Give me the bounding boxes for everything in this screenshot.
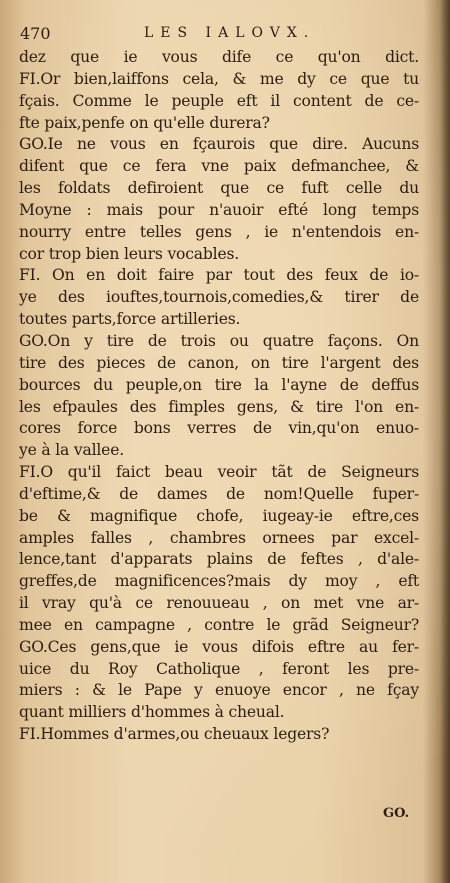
text-line: FI.Hommes d'armes,ou cheuaux legers? <box>19 725 330 744</box>
text-line: toutes parts,force artilleries. <box>19 310 241 329</box>
text-line: GO.On y tire de trois ou quatre façons. On <box>19 331 419 350</box>
text-line: miers : & le Pape y enuoye encor , ne fçay <box>19 681 419 700</box>
text-line: tire des pieces de canon, on tire l'argent des <box>19 353 419 372</box>
text-line: nourry entre telles gens , ie n'entendois en- <box>19 222 419 241</box>
text-line: quant milliers d'hommes à cheual. <box>19 703 285 722</box>
text-line: FI.Or bien,laiffons cela, & me dy ce que tu <box>19 69 419 88</box>
page-number: 470 <box>20 24 51 43</box>
text-line: les efpaules des fimples gens, & tire l'on en- <box>19 397 419 416</box>
text-line: ye à la vallee. <box>19 441 124 460</box>
catchword: GO. <box>383 806 410 821</box>
text-line: d'eftime,& de dames de nom!Quelle fuper- <box>19 484 419 503</box>
text-line: les foldats defiroient que ce fuft celle du <box>19 179 419 198</box>
text-line: be & magnifique chofe, iugeay-ie eftre,ces <box>19 506 419 525</box>
page-header <box>20 24 420 46</box>
text-line: difent que ce fera vne paix defmanchee, & <box>19 157 419 176</box>
text-line: GO.Ces gens,que ie vous difois eftre au fer- <box>19 637 419 656</box>
text-line: mee en campagne , contre le grãd Seigneur? <box>19 615 419 634</box>
text-line: Moyne : mais pour n'auoir efté long temps <box>19 200 419 219</box>
text-line: lence,tant d'apparats plains de feftes , d'ale- <box>19 550 419 569</box>
text-line: fte paix,penfe on qu'elle durera? <box>19 113 270 132</box>
text-line: FI.O qu'il faict beau veoir tãt de Seigneurs <box>19 463 419 482</box>
running-head: LES IALOVX. <box>144 25 316 41</box>
text-line: ye des iouftes,tournois,comedies,& tirer de <box>19 288 419 307</box>
text-line: bources du peuple,on tire la l'ayne de deffus <box>19 375 419 394</box>
body-text <box>19 47 419 746</box>
text-line: GO.Ie ne vous en fçaurois que dire. Aucuns <box>19 135 419 154</box>
text-line: cores force bons verres de vin,qu'on enuo- <box>19 419 419 438</box>
text-line: uice du Roy Catholique , feront les pre- <box>19 659 419 678</box>
text-line: greffes,de magnificences?mais dy moy , eft <box>19 572 419 591</box>
text-line: fçais. Comme le peuple eft il content de ce- <box>19 91 419 110</box>
text-line: il vray qu'à ce renouueau , on met vne ar- <box>19 594 419 613</box>
text-line: dez que ie vous dife ce qu'on dict. <box>19 48 419 66</box>
text-line: FI. On en doit faire par tout des feux de io- <box>19 266 419 285</box>
text-line: amples falles , chambres ornees par excel- <box>19 528 419 547</box>
text-line: cor trop bien leurs vocables. <box>19 244 240 263</box>
